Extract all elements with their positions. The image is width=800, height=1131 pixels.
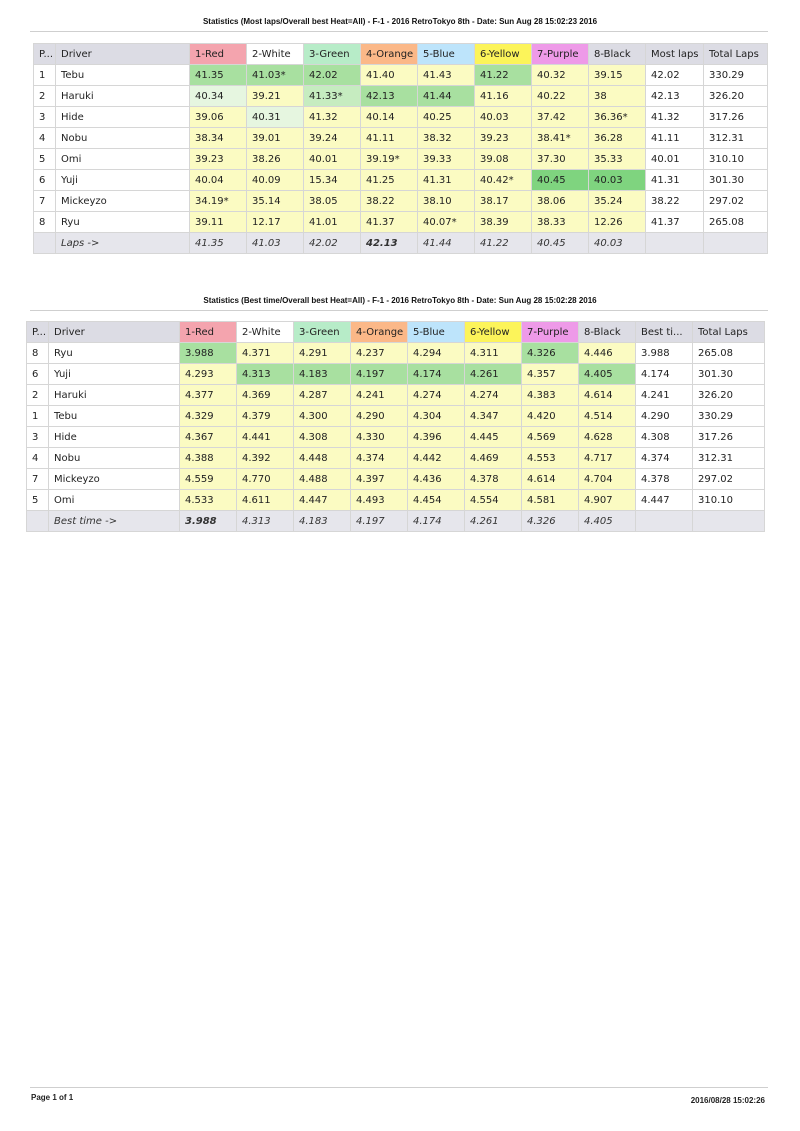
value-cell: 4.377 (180, 385, 237, 406)
column-header[interactable]: Driver (49, 322, 180, 343)
value-cell: 4.300 (294, 406, 351, 427)
value-cell: 4.274 (408, 385, 465, 406)
value-cell: 36.28 (589, 128, 646, 149)
column-header[interactable]: Driver (56, 44, 190, 65)
value-cell: 38.34 (190, 128, 247, 149)
value-cell: 39.06 (190, 107, 247, 128)
value-cell: 38.41* (532, 128, 589, 149)
value-cell: 4.174 (636, 364, 693, 385)
table-row (34, 212, 768, 233)
value-cell: 38.26 (247, 149, 304, 170)
driver-cell: Tebu (56, 65, 190, 86)
value-cell: 41.37 (646, 212, 704, 233)
value-cell: 4.581 (522, 490, 579, 511)
value-cell: 4.436 (408, 469, 465, 490)
value-cell: 4.357 (522, 364, 579, 385)
value-cell: 38.32 (418, 128, 475, 149)
value-cell: 40.09 (247, 170, 304, 191)
most-laps-table (33, 43, 768, 254)
summary-cell: 41.03 (247, 233, 304, 254)
summary-cell: 42.13 (361, 233, 418, 254)
value-cell: 4.379 (237, 406, 294, 427)
value-cell: 39.19* (361, 149, 418, 170)
table-row (27, 490, 765, 511)
value-cell: 330.29 (704, 65, 768, 86)
position-cell: 5 (34, 149, 56, 170)
value-cell: 40.42* (475, 170, 532, 191)
value-cell: 4.614 (579, 385, 636, 406)
value-cell: 41.37 (361, 212, 418, 233)
value-cell: 41.01 (304, 212, 361, 233)
value-cell: 40.34 (190, 86, 247, 107)
value-cell: 12.26 (589, 212, 646, 233)
value-cell: 4.469 (465, 448, 522, 469)
value-cell: 4.378 (465, 469, 522, 490)
value-cell: 41.33* (304, 86, 361, 107)
value-cell: 40.25 (418, 107, 475, 128)
position-cell: 1 (34, 65, 56, 86)
value-cell: 4.493 (351, 490, 408, 511)
column-header[interactable]: P... (27, 322, 49, 343)
summary-cell: 4.261 (465, 511, 522, 532)
position-cell: 2 (34, 86, 56, 107)
value-cell: 4.330 (351, 427, 408, 448)
value-cell: 40.14 (361, 107, 418, 128)
position-cell: 4 (34, 128, 56, 149)
value-cell: 41.31 (646, 170, 704, 191)
column-header[interactable]: 6-Yellow (475, 44, 532, 65)
value-cell: 4.183 (294, 364, 351, 385)
value-cell: 310.10 (693, 490, 765, 511)
column-header[interactable]: 8-Black (589, 44, 646, 65)
value-cell: 4.374 (636, 448, 693, 469)
value-cell: 40.31 (247, 107, 304, 128)
value-cell: 4.329 (180, 406, 237, 427)
value-cell: 38.33 (532, 212, 589, 233)
value-cell: 38.39 (475, 212, 532, 233)
value-cell: 4.311 (465, 343, 522, 364)
column-header[interactable]: 3-Green (294, 322, 351, 343)
value-cell: 4.374 (351, 448, 408, 469)
table-row (34, 65, 768, 86)
driver-cell: Nobu (56, 128, 190, 149)
column-header[interactable]: 7-Purple (522, 322, 579, 343)
divider (30, 31, 768, 32)
value-cell: 4.396 (408, 427, 465, 448)
value-cell: 41.44 (418, 86, 475, 107)
value-cell: 4.569 (522, 427, 579, 448)
table-header-row (27, 322, 765, 343)
position-cell: 8 (27, 343, 49, 364)
value-cell: 4.445 (465, 427, 522, 448)
value-cell: 4.274 (465, 385, 522, 406)
table-row (34, 128, 768, 149)
value-cell: 41.16 (475, 86, 532, 107)
summary-cell: 40.45 (532, 233, 589, 254)
value-cell: 15.34 (304, 170, 361, 191)
position-cell: 6 (27, 364, 49, 385)
driver-cell: Yuji (56, 170, 190, 191)
column-header[interactable]: 2-White (247, 44, 304, 65)
position-cell: 6 (34, 170, 56, 191)
value-cell: 4.287 (294, 385, 351, 406)
value-cell: 41.43 (418, 65, 475, 86)
column-header[interactable]: Best ti... (636, 322, 693, 343)
value-cell: 3.988 (180, 343, 237, 364)
value-cell: 42.13 (361, 86, 418, 107)
column-header[interactable]: 5-Blue (408, 322, 465, 343)
column-header[interactable]: Most laps (646, 44, 704, 65)
value-cell: 4.405 (579, 364, 636, 385)
value-cell: 41.25 (361, 170, 418, 191)
table-row (27, 406, 765, 427)
value-cell: 41.32 (304, 107, 361, 128)
value-cell: 4.447 (294, 490, 351, 511)
driver-cell: Yuji (49, 364, 180, 385)
column-header[interactable]: P... (34, 44, 56, 65)
summary-cell (693, 511, 765, 532)
driver-cell: Mickeyzo (49, 469, 180, 490)
value-cell: 4.420 (522, 406, 579, 427)
value-cell: 40.01 (304, 149, 361, 170)
print-timestamp: 2016/08/28 15:02:26 (690, 1096, 765, 1105)
page-number: Page 1 of 1 (31, 1093, 74, 1102)
value-cell: 301.30 (704, 170, 768, 191)
divider (30, 310, 768, 311)
value-cell: 4.554 (465, 490, 522, 511)
value-cell: 41.32 (646, 107, 704, 128)
value-cell: 4.533 (180, 490, 237, 511)
value-cell: 36.36* (589, 107, 646, 128)
value-cell: 12.17 (247, 212, 304, 233)
column-header[interactable]: 1-Red (180, 322, 237, 343)
value-cell: 38.22 (646, 191, 704, 212)
column-header[interactable]: 4-Orange (351, 322, 408, 343)
value-cell: 4.553 (522, 448, 579, 469)
driver-cell: Hide (49, 427, 180, 448)
summary-cell: 40.03 (589, 233, 646, 254)
value-cell: 310.10 (704, 149, 768, 170)
value-cell: 38.05 (304, 191, 361, 212)
table-row (27, 427, 765, 448)
column-header[interactable]: 7-Purple (532, 44, 589, 65)
value-cell: 40.01 (646, 149, 704, 170)
value-cell: 4.290 (351, 406, 408, 427)
value-cell: 4.441 (237, 427, 294, 448)
column-header[interactable]: 3-Green (304, 44, 361, 65)
value-cell: 4.308 (636, 427, 693, 448)
table-row (34, 107, 768, 128)
value-cell: 330.29 (693, 406, 765, 427)
value-cell: 326.20 (693, 385, 765, 406)
summary-cell: 4.197 (351, 511, 408, 532)
value-cell: 4.488 (294, 469, 351, 490)
summary-cell: 4.326 (522, 511, 579, 532)
value-cell: 39.24 (304, 128, 361, 149)
value-cell: 4.454 (408, 490, 465, 511)
value-cell: 297.02 (704, 191, 768, 212)
driver-cell: Haruki (49, 385, 180, 406)
value-cell: 41.31 (418, 170, 475, 191)
summary-cell: 41.35 (190, 233, 247, 254)
table-row (34, 86, 768, 107)
table-row (27, 364, 765, 385)
value-cell: 40.45 (532, 170, 589, 191)
summary-cell: 4.174 (408, 511, 465, 532)
value-cell: 42.02 (304, 65, 361, 86)
value-cell: 4.367 (180, 427, 237, 448)
value-cell: 40.32 (532, 65, 589, 86)
value-cell: 41.11 (361, 128, 418, 149)
summary-cell (704, 233, 768, 254)
value-cell: 42.02 (646, 65, 704, 86)
position-cell: 2 (27, 385, 49, 406)
position-cell: 4 (27, 448, 49, 469)
value-cell: 40.07* (418, 212, 475, 233)
summary-cell: 4.183 (294, 511, 351, 532)
value-cell: 39.23 (475, 128, 532, 149)
position-cell: 5 (27, 490, 49, 511)
column-header[interactable]: Total Laps (704, 44, 768, 65)
value-cell: 4.447 (636, 490, 693, 511)
value-cell: 39.11 (190, 212, 247, 233)
value-cell: 41.35 (190, 65, 247, 86)
value-cell: 41.22 (475, 65, 532, 86)
value-cell: 38 (589, 86, 646, 107)
summary-cell (646, 233, 704, 254)
value-cell: 40.22 (532, 86, 589, 107)
value-cell: 4.197 (351, 364, 408, 385)
value-cell: 39.08 (475, 149, 532, 170)
position-cell: 7 (27, 469, 49, 490)
value-cell: 4.442 (408, 448, 465, 469)
value-cell: 37.30 (532, 149, 589, 170)
value-cell: 39.33 (418, 149, 475, 170)
value-cell: 297.02 (693, 469, 765, 490)
position-cell: 1 (27, 406, 49, 427)
value-cell: 39.15 (589, 65, 646, 86)
value-cell: 4.293 (180, 364, 237, 385)
value-cell: 4.392 (237, 448, 294, 469)
value-cell: 40.03 (475, 107, 532, 128)
position-cell: 3 (34, 107, 56, 128)
table1-title: Statistics (Most laps/Overall best Heat=All) - F-1 - 2016 RetroTokyo 8th - Date: Sun Aug 28 15:02:23 2016 (202, 17, 598, 26)
value-cell: 42.13 (646, 86, 704, 107)
value-cell: 4.326 (522, 343, 579, 364)
table-row (27, 343, 765, 364)
value-cell: 40.03 (589, 170, 646, 191)
summary-row (27, 511, 765, 532)
value-cell: 4.514 (579, 406, 636, 427)
summary-cell: 41.44 (418, 233, 475, 254)
value-cell: 4.907 (579, 490, 636, 511)
value-cell: 4.371 (237, 343, 294, 364)
driver-cell: Mickeyzo (56, 191, 190, 212)
summary-cell: 4.313 (237, 511, 294, 532)
value-cell: 317.26 (704, 107, 768, 128)
value-cell: 38.17 (475, 191, 532, 212)
summary-cell: 4.405 (579, 511, 636, 532)
value-cell: 34.19* (190, 191, 247, 212)
value-cell: 4.237 (351, 343, 408, 364)
value-cell: 4.446 (579, 343, 636, 364)
value-cell: 4.313 (237, 364, 294, 385)
value-cell: 39.23 (190, 149, 247, 170)
value-cell: 4.304 (408, 406, 465, 427)
value-cell: 4.347 (465, 406, 522, 427)
driver-cell: Ryu (49, 343, 180, 364)
value-cell: 4.628 (579, 427, 636, 448)
value-cell: 4.448 (294, 448, 351, 469)
driver-cell: Tebu (49, 406, 180, 427)
driver-cell: Omi (56, 149, 190, 170)
value-cell: 39.01 (247, 128, 304, 149)
value-cell: 4.614 (522, 469, 579, 490)
value-cell: 326.20 (704, 86, 768, 107)
value-cell: 35.33 (589, 149, 646, 170)
column-header[interactable]: Total Laps (693, 322, 765, 343)
driver-cell: Haruki (56, 86, 190, 107)
value-cell: 3.988 (636, 343, 693, 364)
position-cell: 3 (27, 427, 49, 448)
driver-cell: Nobu (49, 448, 180, 469)
best-time-table (26, 321, 765, 532)
driver-cell: Ryu (56, 212, 190, 233)
value-cell: 301.30 (693, 364, 765, 385)
value-cell: 41.40 (361, 65, 418, 86)
value-cell: 39.21 (247, 86, 304, 107)
footer-divider (30, 1087, 768, 1088)
value-cell: 4.291 (294, 343, 351, 364)
value-cell: 4.717 (579, 448, 636, 469)
table2-title: Statistics (Best time/Overall best Heat=All) - F-1 - 2016 RetroTokyo 8th - Date: Sun Aug 28 15:02:28 2016 (203, 296, 597, 305)
value-cell: 4.261 (465, 364, 522, 385)
column-header[interactable]: 1-Red (190, 44, 247, 65)
value-cell: 4.369 (237, 385, 294, 406)
summary-cell: Best time -> (49, 511, 180, 532)
value-cell: 38.22 (361, 191, 418, 212)
summary-cell (27, 511, 49, 532)
value-cell: 37.42 (532, 107, 589, 128)
value-cell: 38.06 (532, 191, 589, 212)
summary-cell: Laps -> (56, 233, 190, 254)
driver-cell: Omi (49, 490, 180, 511)
table-header-row (34, 44, 768, 65)
value-cell: 41.11 (646, 128, 704, 149)
value-cell: 312.31 (704, 128, 768, 149)
column-header[interactable]: 2-White (237, 322, 294, 343)
value-cell: 4.294 (408, 343, 465, 364)
value-cell: 312.31 (693, 448, 765, 469)
value-cell: 35.24 (589, 191, 646, 212)
summary-cell: 3.988 (180, 511, 237, 532)
value-cell: 4.290 (636, 406, 693, 427)
summary-cell: 42.02 (304, 233, 361, 254)
column-header[interactable]: 5-Blue (418, 44, 475, 65)
table-row (34, 149, 768, 170)
value-cell: 4.383 (522, 385, 579, 406)
value-cell: 4.241 (636, 385, 693, 406)
value-cell: 41.03* (247, 65, 304, 86)
value-cell: 4.397 (351, 469, 408, 490)
position-cell: 8 (34, 212, 56, 233)
value-cell: 4.241 (351, 385, 408, 406)
value-cell: 4.704 (579, 469, 636, 490)
table-row (27, 448, 765, 469)
value-cell: 265.08 (693, 343, 765, 364)
column-header[interactable]: 6-Yellow (465, 322, 522, 343)
value-cell: 40.04 (190, 170, 247, 191)
summary-cell (34, 233, 56, 254)
table-row (34, 170, 768, 191)
value-cell: 4.611 (237, 490, 294, 511)
table-row (27, 469, 765, 490)
value-cell: 4.559 (180, 469, 237, 490)
value-cell: 4.174 (408, 364, 465, 385)
column-header[interactable]: 8-Black (579, 322, 636, 343)
value-cell: 4.308 (294, 427, 351, 448)
position-cell: 7 (34, 191, 56, 212)
summary-row (34, 233, 768, 254)
value-cell: 38.10 (418, 191, 475, 212)
table-row (34, 191, 768, 212)
driver-cell: Hide (56, 107, 190, 128)
summary-cell (636, 511, 693, 532)
value-cell: 4.378 (636, 469, 693, 490)
value-cell: 4.770 (237, 469, 294, 490)
value-cell: 265.08 (704, 212, 768, 233)
summary-cell: 41.22 (475, 233, 532, 254)
value-cell: 4.388 (180, 448, 237, 469)
table-row (27, 385, 765, 406)
value-cell: 317.26 (693, 427, 765, 448)
value-cell: 35.14 (247, 191, 304, 212)
column-header[interactable]: 4-Orange (361, 44, 418, 65)
